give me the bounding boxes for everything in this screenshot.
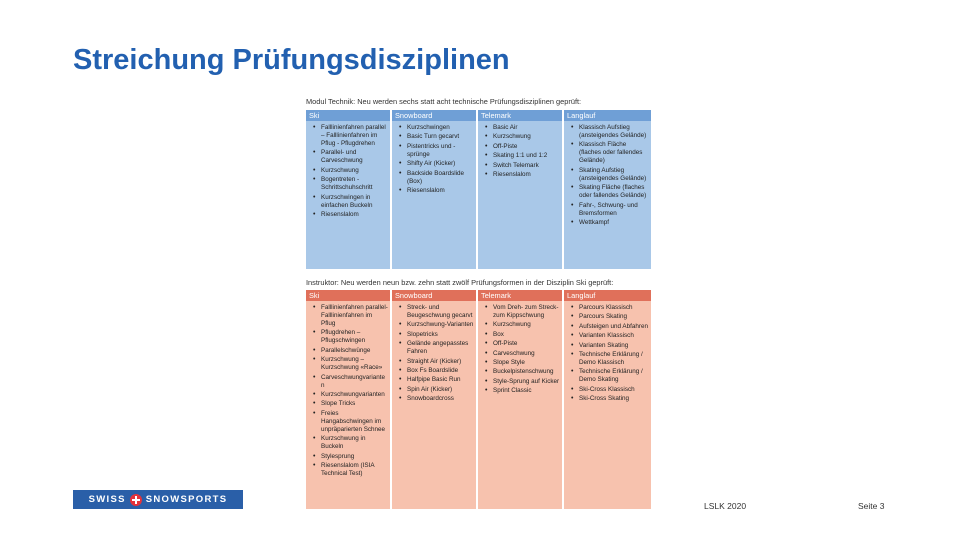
list-item: • Skating Fläche (flaches oder fallendes Gelände) — [579, 184, 649, 200]
technique-col-snowboard — [392, 110, 476, 269]
logo-text-swiss: SWISS — [88, 494, 126, 505]
list-item: • Pflugdrehen – Pflugschwingen — [321, 329, 388, 345]
list-item: • Varianten Klassisch — [579, 332, 649, 340]
technique-header-telemark: Telemark — [478, 110, 562, 121]
list-item: • Halfpipe Basic Run — [407, 376, 474, 384]
list-item: • Slope Tricks — [321, 400, 388, 408]
technique-caption: Modul Technik: Neu werden sechs statt acht technische Prüfungsdisziplinen geprüft: — [306, 97, 582, 106]
instructor-list-ski — [309, 304, 388, 478]
list-item: • Switch Telemark — [493, 162, 560, 170]
list-item: • Ski-Cross Klassisch — [579, 386, 649, 394]
technique-list-langlauf — [567, 124, 649, 227]
list-item: • Shifty Air (Kicker) — [407, 160, 474, 168]
list-item: • Technische Erklärung / Demo Skating — [579, 368, 649, 384]
list-item: • Gelände angepasstes Fahren — [407, 340, 474, 356]
technique-col-ski — [306, 110, 390, 269]
list-item: • Ski-Cross Skating — [579, 395, 649, 403]
instructor-list-langlauf — [567, 304, 649, 403]
list-item: • Parallelschwünge — [321, 347, 388, 355]
list-item: • Backside Boardslide (Box) — [407, 170, 474, 186]
list-item: • Streck- und Beugeschwung gecarvt — [407, 304, 474, 320]
list-item: • Buckelpistenschwung — [493, 368, 560, 376]
instructor-col-telemark — [478, 290, 562, 509]
list-item: • Freies Hangabschwingen im unpräparierten Schnee — [321, 410, 388, 434]
list-item: • Klassisch Aufstieg (ansteigendes Gelände) — [579, 124, 649, 140]
footer-event: LSLK 2020 — [704, 501, 747, 511]
list-item: • Bogentreten -Schrittschuhschritt — [321, 176, 388, 192]
technique-col-langlauf — [564, 110, 651, 269]
list-item: • Vom Dreh- zum Streck- zum Kippschwung — [493, 304, 560, 320]
list-item: • Basic Turn gecarvt — [407, 133, 474, 141]
list-item: • Slopetricks — [407, 331, 474, 339]
instructor-header-langlauf: Langlauf — [564, 290, 651, 301]
instructor-caption: Instruktor: Neu werden neun bzw. zehn statt zwölf Prüfungsformen in der Disziplin Ski geprüft: — [306, 278, 614, 287]
list-item: • Klassisch Fläche (flaches oder fallendes Gelände) — [579, 141, 649, 165]
technique-col-telemark — [478, 110, 562, 269]
list-item: • Kurzschwung in Buckeln — [321, 435, 388, 451]
list-item: • Riesenslalom — [493, 171, 560, 179]
technique-header-snowboard: Snowboard — [392, 110, 476, 121]
list-item: • Kurzschwung-Varianten — [407, 321, 474, 329]
list-item: • Slope Style — [493, 359, 560, 367]
technique-list-snowboard — [395, 124, 474, 195]
slide-title: Streichung Prüfungsdisziplinen — [73, 44, 510, 76]
instructor-header-telemark: Telemark — [478, 290, 562, 301]
list-item: • Stylesprung — [321, 453, 388, 461]
list-item: • Kurzschwingen in einfachen Buckeln — [321, 194, 388, 210]
list-item: • Skating 1:1 und 1:2 — [493, 152, 560, 160]
list-item: • Basic Air — [493, 124, 560, 132]
instructor-list-telemark — [481, 304, 560, 395]
list-item: • Wettkampf — [579, 219, 649, 227]
list-item: • Box Fs Boardslide — [407, 367, 474, 375]
list-item: • Pistentricks und -sprünge — [407, 143, 474, 159]
technique-header-ski: Ski — [306, 110, 390, 121]
list-item: • Riesenslalom — [321, 211, 388, 219]
list-item: • Fahr-, Schwung- und Bremsformen — [579, 202, 649, 218]
instructor-col-snowboard — [392, 290, 476, 509]
page-number: Seite 3 — [858, 501, 885, 511]
instructor-col-ski — [306, 290, 390, 509]
list-item: • Parallel- und Carveschwung — [321, 149, 388, 165]
list-item: • Skating Aufstieg (ansteigendes Gelände) — [579, 167, 649, 183]
list-item: • Off-Piste — [493, 340, 560, 348]
list-item: • Kurzschwung — [493, 321, 560, 329]
list-item: • Off-Piste — [493, 143, 560, 151]
swiss-snowsports-logo — [73, 490, 243, 509]
list-item: • Carveschwung — [493, 350, 560, 358]
disciplines-table-image — [306, 97, 651, 509]
list-item: • Parcours Skating — [579, 313, 649, 321]
instructor-table — [306, 290, 651, 509]
swiss-cross-icon — [130, 494, 142, 506]
list-item: • Aufsteigen und Abfahren — [579, 323, 649, 331]
list-item: • Snowboardcross — [407, 395, 474, 403]
instructor-col-langlauf — [564, 290, 651, 509]
list-item: • Kurzschwung — [493, 133, 560, 141]
list-item: • Kurzschwung — [321, 167, 388, 175]
list-item: • Kurzschwingen — [407, 124, 474, 132]
instructor-header-snowboard: Snowboard — [392, 290, 476, 301]
instructor-list-snowboard — [395, 304, 474, 403]
list-item: • Box — [493, 331, 560, 339]
logo-text-snowsports: SNOWSPORTS — [145, 494, 228, 505]
list-item: • Kurzschwungvarianten — [321, 391, 388, 399]
technique-header-langlauf: Langlauf — [564, 110, 651, 121]
list-item: • Falllinienfahren parallel – Falllinienfahren im Pflug - Pflugdrehen — [321, 124, 388, 148]
list-item: • Sprint Classic — [493, 387, 560, 395]
technique-table — [306, 110, 651, 269]
list-item: • Parcours Klassisch — [579, 304, 649, 312]
list-item: • Falllinienfahren parallel- Falllinienfahren im Pflug — [321, 304, 388, 328]
technique-list-ski — [309, 124, 388, 219]
list-item: • Straight Air (Kicker) — [407, 358, 474, 366]
list-item: • Riesenslalom — [407, 187, 474, 195]
list-item: • Spin Air (Kicker) — [407, 386, 474, 394]
list-item: • Technische Erklärung / Demo Klassisch — [579, 351, 649, 367]
technique-list-telemark — [481, 124, 560, 179]
list-item: • Style-Sprung auf Kicker — [493, 378, 560, 386]
list-item: • Kurzschwung – Kurzschwung «Race» — [321, 356, 388, 372]
list-item: • Varianten Skating — [579, 342, 649, 350]
list-item: • Riesenslalom (ISIA Technical Test) — [321, 462, 388, 478]
list-item: • Carveschwungvarianten — [321, 374, 388, 390]
instructor-header-ski: Ski — [306, 290, 390, 301]
